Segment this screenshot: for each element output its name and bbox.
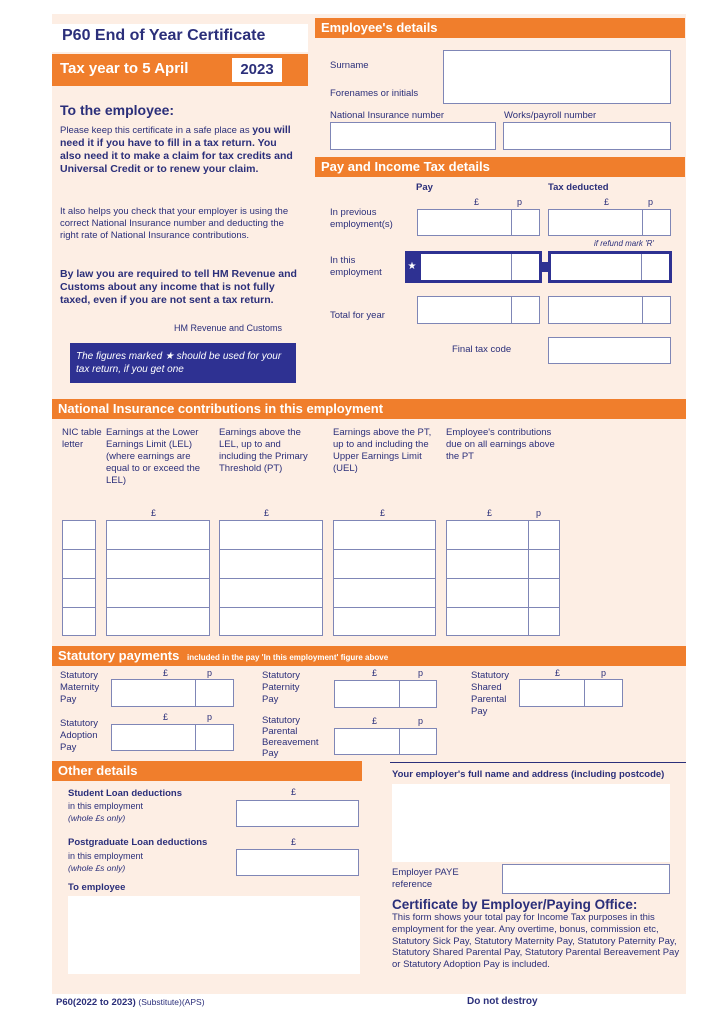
tax-pound-symbol: £ <box>604 197 610 207</box>
certificate-heading: Certificate by Employer/Paying Office: <box>392 897 638 912</box>
ni-number-field[interactable] <box>330 122 496 150</box>
surname-forenames-field[interactable] <box>443 50 671 104</box>
do-not-destroy: Do not destroy <box>467 996 538 1007</box>
smp-label: Statutory Maternity Pay <box>60 670 100 705</box>
final-tax-code-field[interactable] <box>548 337 671 364</box>
star-marker: ★ <box>405 251 419 283</box>
nic-contrib-column[interactable] <box>446 520 560 636</box>
total-tax-field[interactable] <box>548 296 671 324</box>
tax-pence-symbol: p <box>648 197 654 207</box>
student-loan-pound: £ <box>291 787 297 797</box>
pence-divider <box>584 680 585 706</box>
employer-divider <box>390 762 686 763</box>
shpp-pence: p <box>601 668 607 678</box>
student-loan-field[interactable] <box>236 800 359 827</box>
paye-reference-field[interactable] <box>502 864 670 894</box>
forenames-label: Forenames or initials <box>330 88 419 99</box>
this-employment-tax-field[interactable] <box>548 251 672 283</box>
row-line <box>220 549 322 550</box>
employer-name-box[interactable] <box>392 784 670 862</box>
student-loan-sub: in this employment <box>68 801 144 811</box>
nic-col-lel: Earnings at the Lower Earnings Limit (LEL) (where earnings are equal to or exceed the LEL) <box>106 427 201 486</box>
postgrad-loan-note: (whole £s only) <box>68 863 126 873</box>
form-code-small: (Substitute)(APS) <box>138 997 205 1007</box>
other-details-header: Other details <box>52 761 362 781</box>
tax-year-label: Tax year to 5 April <box>60 60 189 77</box>
statutory-subheading: included in the pay 'In this employment' figure above <box>187 653 389 662</box>
row-line <box>63 578 95 579</box>
total-year-label: Total for year <box>330 310 385 321</box>
previous-employment-label: In previous employment(s) <box>330 207 393 230</box>
pay-column-header: Pay <box>416 182 433 193</box>
pence-divider <box>399 681 400 707</box>
postgrad-loan-sub: in this employment <box>68 851 144 861</box>
shpp-pound: £ <box>555 668 561 678</box>
pay-tax-header: Pay and Income Tax details <box>315 157 685 177</box>
shpp-field[interactable] <box>519 679 623 707</box>
nic-col-table-letter: NIC table letter <box>62 427 102 450</box>
spbp-label: Statutory Parental Bereavement Pay <box>262 715 319 759</box>
pence-divider <box>195 725 196 750</box>
postgrad-loan-field[interactable] <box>236 849 359 876</box>
nic-col-lel-pt: Earnings above the LEL, up to and including the Primary Threshold (PT) <box>219 427 308 474</box>
ni-number-label: National Insurance number <box>330 110 445 121</box>
row-line <box>107 578 209 579</box>
paye-reference-label: Employer PAYE reference <box>392 867 459 890</box>
postgrad-loan-pound: £ <box>291 837 297 847</box>
previous-tax-field[interactable] <box>548 209 671 236</box>
row-line <box>447 578 559 579</box>
nic-pound-contrib: £ <box>487 508 493 518</box>
row-line <box>107 549 209 550</box>
nic-table-letter-column[interactable] <box>62 520 96 636</box>
tax-column-header: Tax deducted <box>548 182 609 193</box>
sap-pound: £ <box>163 712 169 722</box>
row-line <box>447 607 559 608</box>
employer-name-label: Your employer's full name and address (including postcode) <box>392 769 665 780</box>
to-employee-para2: It also helps you check that your employer is using the correct National Insurance number and deducting the right rate of National Insurance contributions. <box>60 206 289 241</box>
nic-pound-pt-uel: £ <box>380 508 386 518</box>
row-line <box>63 607 95 608</box>
total-pay-field[interactable] <box>417 296 540 324</box>
row-line <box>63 549 95 550</box>
row-line <box>334 578 435 579</box>
to-employee-para3: By law you are required to tell HM Revenue and Customs about any income that is not fully taxed, even if you are not sent a tax return. <box>60 268 297 306</box>
spp-pence: p <box>418 668 424 678</box>
nic-header: National Insurance contributions in this employment <box>52 399 686 419</box>
pay-pence-symbol: p <box>517 197 523 207</box>
form-title: P60 End of Year Certificate <box>62 27 266 44</box>
form-code <box>56 996 205 1009</box>
sap-label: Statutory Adoption Pay <box>60 718 99 753</box>
shpp-label: Statutory Shared Parental Pay <box>471 670 510 717</box>
para1-intro: Please keep this certificate in a safe place as <box>60 125 250 136</box>
spp-pound: £ <box>372 668 378 678</box>
to-employee-para1 <box>60 124 300 176</box>
row-line <box>107 607 209 608</box>
statutory-heading: Statutory payments <box>58 648 180 663</box>
spbp-pence: p <box>418 716 424 726</box>
refund-note: if refund mark 'R' <box>594 239 654 248</box>
pence-divider <box>511 254 512 280</box>
nic-pound-lel: £ <box>151 508 157 518</box>
para1-bold: you will need it if you have to fill in a tax return. You also need it to make a claim for tax credits and Universal Credit or to renew your claim. <box>60 124 293 175</box>
pence-divider <box>642 297 643 323</box>
nic-lel-pt-column[interactable] <box>219 520 323 636</box>
spp-label: Statutory Paternity Pay <box>262 670 301 705</box>
row-line <box>220 607 322 608</box>
pence-divider <box>195 680 196 706</box>
pay-pound-symbol: £ <box>474 197 480 207</box>
pence-divider <box>528 521 529 635</box>
this-employment-label: In this employment <box>330 255 382 278</box>
student-loan-note: (whole £s only) <box>68 813 126 823</box>
nic-col-pt-uel: Earnings above the PT, up to and including the Upper Earnings Limit (UEL) <box>333 427 432 474</box>
spp-field[interactable] <box>334 680 437 708</box>
previous-pay-field[interactable] <box>417 209 540 236</box>
to-employee-heading: To the employee: <box>60 102 175 118</box>
row-line <box>447 549 559 550</box>
works-number-field[interactable] <box>503 122 671 150</box>
student-loan-label: Student Loan deductions <box>68 788 182 799</box>
nic-pound-lel-pt: £ <box>264 508 270 518</box>
star-note-text: The figures marked ★ should be used for your tax return, if you get one <box>76 351 282 375</box>
this-employment-pay-field[interactable] <box>418 251 542 283</box>
smp-field[interactable] <box>111 679 234 707</box>
to-employee-label: To employee <box>68 882 126 893</box>
employee-details-header: Employee's details <box>315 18 685 38</box>
surname-label: Surname <box>330 60 369 71</box>
nic-col-employee-contrib: Employee's contributions due on all earnings above the PT <box>446 427 555 462</box>
spbp-field[interactable] <box>334 728 437 755</box>
spbp-pound: £ <box>372 716 378 726</box>
nic-lel-column[interactable] <box>106 520 210 636</box>
nic-pt-uel-column[interactable] <box>333 520 436 636</box>
pence-divider <box>511 297 512 323</box>
pence-divider <box>641 254 642 280</box>
pence-divider <box>642 210 643 235</box>
tax-year-value[interactable]: 2023 <box>232 58 282 82</box>
to-employee-box[interactable] <box>68 896 360 974</box>
works-number-label: Works/payroll number <box>504 110 597 121</box>
row-line <box>220 578 322 579</box>
smp-pence: p <box>207 668 213 678</box>
pence-divider <box>511 210 512 235</box>
pence-divider <box>399 729 400 754</box>
row-line <box>334 549 435 550</box>
nic-pence-contrib: p <box>536 508 542 518</box>
row-line <box>334 607 435 608</box>
sap-pence: p <box>207 712 213 722</box>
certificate-text: This form shows your total pay for Income Tax purposes in this employment for the year. Any overtime, bonus, commission etc, Statutory Sick Pay, Statutory Maternity Pay, Statutory Paternity Pay, Statutory Shared Parental Pay, Statutory Parental Bereavement Pay or Statutory Adoption Pay is included. <box>392 912 680 971</box>
smp-pound: £ <box>163 668 169 678</box>
statutory-header <box>52 646 686 666</box>
sap-field[interactable] <box>111 724 234 751</box>
hmrc-signature: HM Revenue and Customs <box>174 323 283 333</box>
postgrad-loan-label: Postgraduate Loan deductions <box>68 837 208 848</box>
form-code-main: P60(2022 to 2023) <box>56 997 136 1008</box>
final-tax-code-label: Final tax code <box>452 344 512 355</box>
